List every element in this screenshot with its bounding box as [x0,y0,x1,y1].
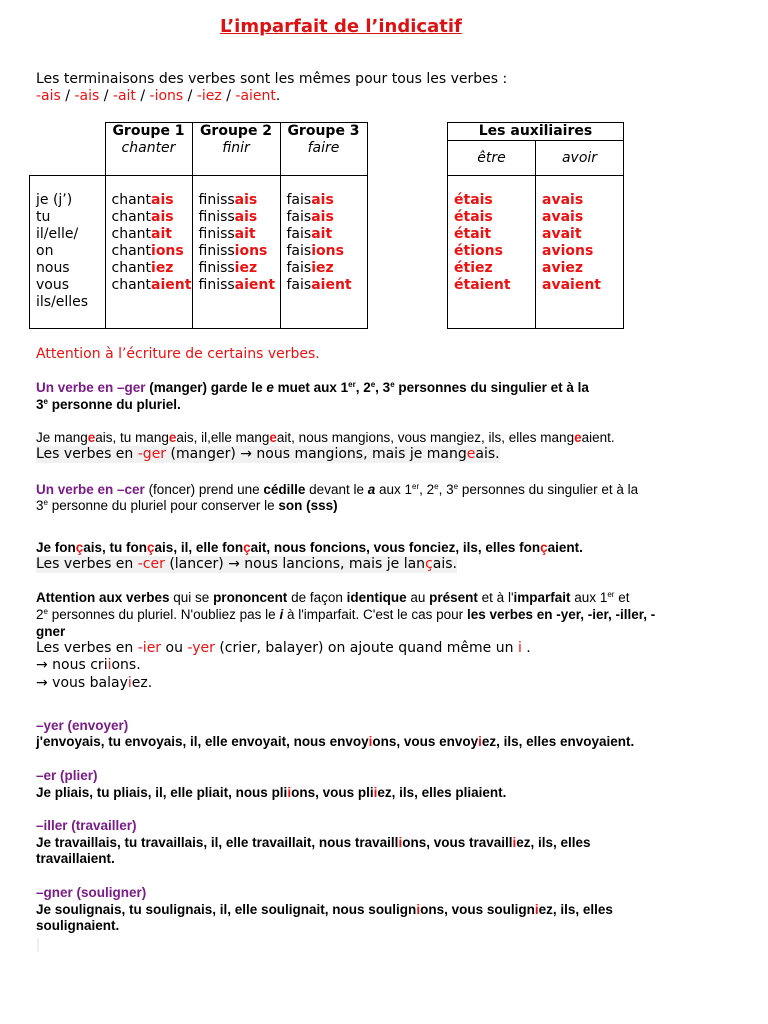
attention-note: Attention à l’écriture de certains verbes. [36,346,320,362]
avoir-header: avoir [536,141,624,176]
ending: -iez [196,88,222,104]
ger-example: Je mangeais, tu mangeais, il,elle mangeait, nous mangions, vous mangiez, ils, elles mangeaient. [36,430,615,445]
conjugated-form: finissiez [198,260,258,276]
intro-text: Les terminaisons des verbes sont les mêmes pour tous les verbes : [36,71,508,87]
ier-example-2: → vous balayiez. [36,675,153,691]
section-yer-head: –yer (envoyer) [36,718,129,733]
auxiliaries-table [447,122,624,329]
conjugated-form: faisais [286,209,334,225]
section-gner-body: Je soulignais, tu soulignais, il, elle soulignait, nous soulignions, vous souligniez, ils, elles [36,902,613,917]
ending: -aient [235,88,276,104]
auxiliaries-title: Les auxiliaires [448,123,624,141]
section-er-body: Je pliais, tu pliais, il, elle pliait, nous pliions, vous pliiez, ils, elles pliaient. [36,785,507,800]
conjugated-form: faisiez [286,260,334,276]
cer-rule-2: 3e personne du pluriel pour conserver le son (sss) [36,498,338,513]
group2-header: Groupe 2 finir [192,123,280,176]
conjugated-form: faisait [286,226,333,242]
ending: -ais [74,88,100,104]
avoir-conjugation: avais avais avait avions aviez avaient [536,176,624,329]
section-gner-body-2: soulignaient. [36,918,120,933]
yer-rule-1: Attention aux verbes qui se prononcent de façon identique au présent et à l'imparfait aux 1er et [36,590,630,605]
cer-summary: Les verbes en -cer (lancer) → nous lancions, mais je lançais. [36,556,457,572]
pronouns-cell: je (j’) tu il/elle/ on nous vous ils/elles [30,176,106,329]
cer-rule: Un verbe en –cer (foncer) prend une cédille devant le a aux 1er, 2e, 3e personnes du singulier et à la [36,482,639,497]
section-iller-head: –iller (travailler) [36,818,137,833]
conjugated-form: finissions [198,243,268,259]
conjugated-form: chantions [111,243,184,259]
ending: -ions [149,88,184,104]
yer-rule-2: 2e personnes du pluriel. N'oubliez pas le i à l'imparfait. C'est le cas pour les verbes en -yer, -ier, -iller, - [36,607,656,622]
groups-table [29,122,368,329]
ending: -ait [112,88,136,104]
etre-conjugation: étais étais était étions étiez étaient [448,176,536,329]
group1-conjugation [105,176,192,329]
conjugated-form: faisais [286,192,334,208]
text-cursor [37,938,39,952]
section-yer-body: j'envoyais, tu envoyais, il, elle envoyait, nous envoyions, vous envoyiez, ils, elles envoyaient. [36,734,635,749]
conjugated-form: finissait [198,226,256,242]
conjugated-form: chantais [111,192,174,208]
conjugated-form: faisions [286,243,344,259]
group3-conjugation [280,176,367,329]
conjugated-form: finissais [198,192,258,208]
yer-rule-3: gner [36,624,66,639]
conjugated-form: chantais [111,209,174,225]
ger-summary: Les verbes en -ger (manger) → nous mangions, mais je mangeais. [36,446,500,462]
endings-list: -ais / -ais / -ait / -ions / -iez / -aient. [36,88,281,104]
page-title: L’imparfait de l’indicatif [220,16,462,37]
group1-header: Groupe 1 chanter [105,123,192,176]
empty-cell [30,123,106,176]
conjugated-form: finissaient [198,277,276,293]
section-er-head: –er (plier) [36,768,98,783]
ending: -ais [36,88,61,104]
conjugated-form: chantait [111,226,172,242]
group2-conjugation [192,176,280,329]
conjugated-form: finissais [198,209,258,225]
section-iller-body-2: travaillaient. [36,851,115,866]
section-iller-body: Je travaillais, tu travaillais, il, elle travaillait, nous travaillions, vous travailliez, ils, elles [36,835,591,850]
section-gner-head: –gner (souligner) [36,885,147,900]
conjugated-form: chantiez [111,260,174,276]
cer-example: Je fonçais, tu fonçais, il, elle fonçait, nous foncions, vous fonciez, ils, elles fonçaient. [36,540,583,555]
ier-rule: Les verbes en -ier ou -yer (crier, balayer) on ajoute quand même un i . [36,640,531,656]
ger-rule-2: 3e personne du pluriel. [36,397,181,412]
ier-example-1: → nous criions. [36,657,141,673]
group3-header: Groupe 3 faire [280,123,367,176]
conjugated-form: chantaient [111,277,192,293]
conjugated-form: faisaient [286,277,352,293]
etre-header: être [448,141,536,176]
ger-rule: Un verbe en –ger (manger) garde le e muet aux 1er, 2e, 3e personnes du singulier et à la [36,380,589,395]
